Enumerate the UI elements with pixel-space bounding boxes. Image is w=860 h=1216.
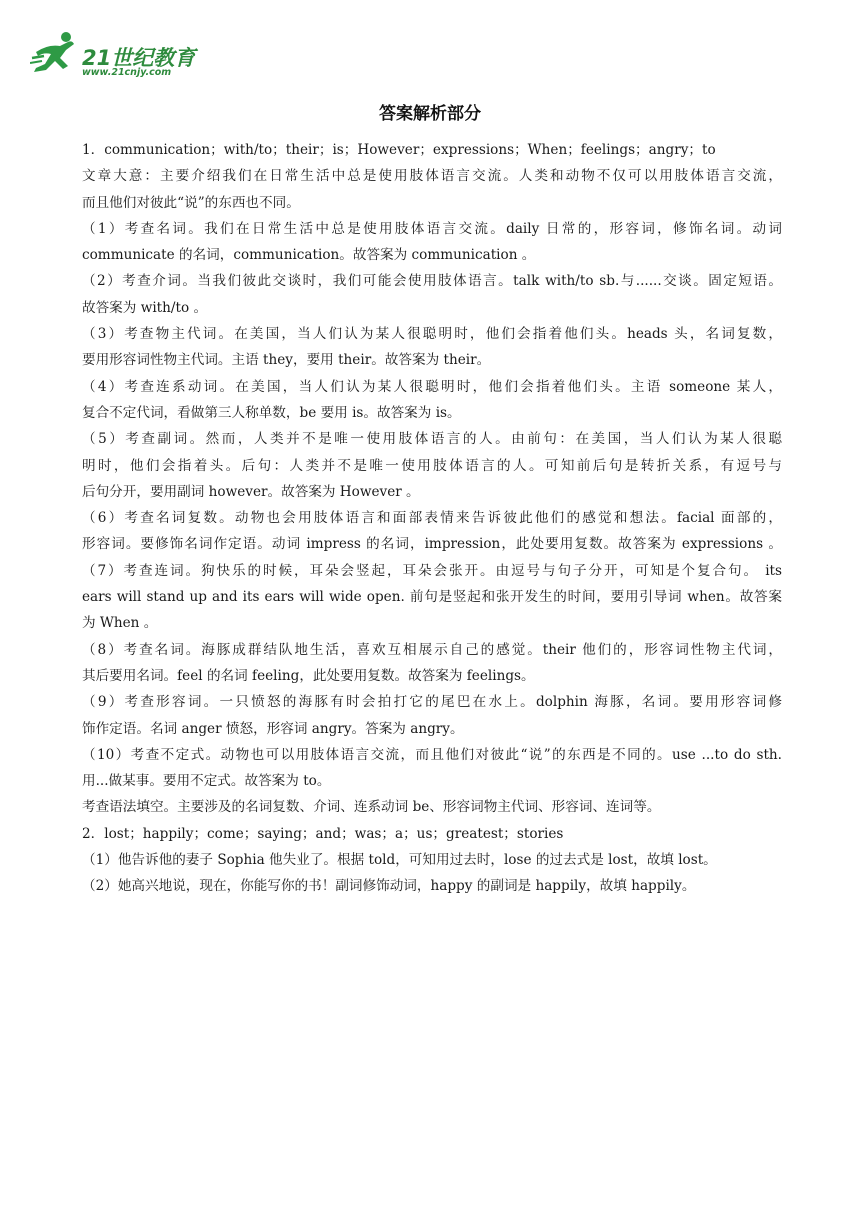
brand-logo	[30, 30, 200, 80]
text-line: 用...做某事。要用不定式。故答案为 to。	[82, 773, 331, 790]
text-line: （4）考查连系动词。在美国，当人们认为某人很聪明时，他们会指着他们头。主语 someone 某人，	[82, 378, 782, 395]
text-line: （3）考查物主代词。在美国，当人们认为某人很聪明时，他们会指着他们头。heads 头，名词复数，	[82, 326, 782, 343]
answer-content	[82, 137, 782, 900]
text-line: （1）考查名词。我们在日常生活中总是使用肢体语言交流。daily 日常的，形容词，修饰名词。动词	[82, 220, 782, 237]
text-line: （7）考查连词。狗快乐的时候，耳朵会竖起，耳朵会张开。由逗号与句子分开，可知是个复合句。 its	[82, 562, 782, 579]
text-line: communicate 的名词，communication。故答案为 communication 。	[82, 247, 536, 264]
text-line: （5）考查副词。然而，人类并不是唯一使用肢体语言的人。由前句：在美国，当人们认为某人很聪	[82, 431, 782, 448]
runner-logo-icon	[30, 30, 80, 78]
page-title: 答案解析部分	[379, 104, 481, 124]
text-line: 1．communication；with/to；their；is；However；expressions；When；feelings；angry；to	[82, 142, 716, 158]
text-line: （8）考查名词。海豚成群结队地生活，喜欢互相展示自己的感觉。their 他们的，形容词性物主代词，	[82, 641, 782, 658]
brand-url: www.21cnjy.com	[82, 67, 172, 78]
text-line: 饰作定语。名词 anger 愤怒，形容词 angry。答案为 angry。	[82, 720, 464, 737]
text-line: （2）考查介词。当我们彼此交谈时，我们可能会使用肢体语言。talk with/to sb.与......交谈。固定短语。	[82, 273, 782, 290]
text-line: ears will stand up and its ears will wide open. 前句是竖起和张开发生的时间，要用引导词 when。故答案	[82, 589, 782, 606]
text-line: 形容词。要修饰名词作定语。动词 impress 的名词，impression，此处要用复数。故答案为 expressions 。	[82, 536, 782, 553]
text-line: 为 When 。	[82, 615, 158, 632]
text-line: 要用形容词性物主代词。主语 they，要用 their。故答案为 their。	[82, 352, 491, 369]
text-line: 2．lost；happily；come；saying；and；was；a；us；greatest；stories	[82, 825, 564, 842]
brand-name: 21世纪教育	[82, 46, 196, 70]
text-line: （1）他告诉他的妻子 Sophia 他失业了。根据 told，可知用过去时，lose 的过去式是 lost，故填 lost。	[82, 852, 717, 869]
text-line: 明时，他们会指着头。后句：人类并不是唯一使用肢体语言的人。可知前后句是转折关系，有逗号与	[82, 457, 782, 474]
text-line: 后句分开，要用副词 however。故答案为 However 。	[82, 483, 420, 500]
text-line: （2）她高兴地说，现在，你能写你的书！副词修饰动词，happy 的副词是 happily，故填 happily。	[82, 878, 696, 895]
text-line: （6）考查名词复数。动物也会用肢体语言和面部表情来告诉彼此他们的感觉和想法。facial 面部的，	[82, 510, 782, 527]
text-line: 故答案为 with/to 。	[82, 299, 208, 316]
text-line: 而且他们对彼此“说”的东西也不同。	[82, 194, 300, 211]
text-line: 考查语法填空。主要涉及的名词复数、介词、连系动词 be、形容词物主代词、形容词、连词等。	[82, 799, 661, 816]
text-line: （9）考查形容词。一只愤怒的海豚有时会拍打它的尾巴在水上。dolphin 海豚，名词。要用形容词修	[82, 694, 782, 711]
text-line: （10）考查不定式。动物也可以用肢体语言交流，而且他们对彼此“说”的东西是不同的。use ...to do sth.	[82, 746, 782, 763]
text-line: 文章大意：主要介绍我们在日常生活中总是使用肢体语言交流。人类和动物不仅可以用肢体语言交流，	[82, 168, 782, 185]
text-line: 其后要用名词。feel 的名词 feeling，此处要用复数。故答案为 feelings。	[82, 667, 535, 684]
text-line: 复合不定代词，看做第三人称单数，be 要用 is。故答案为 is。	[82, 404, 461, 421]
